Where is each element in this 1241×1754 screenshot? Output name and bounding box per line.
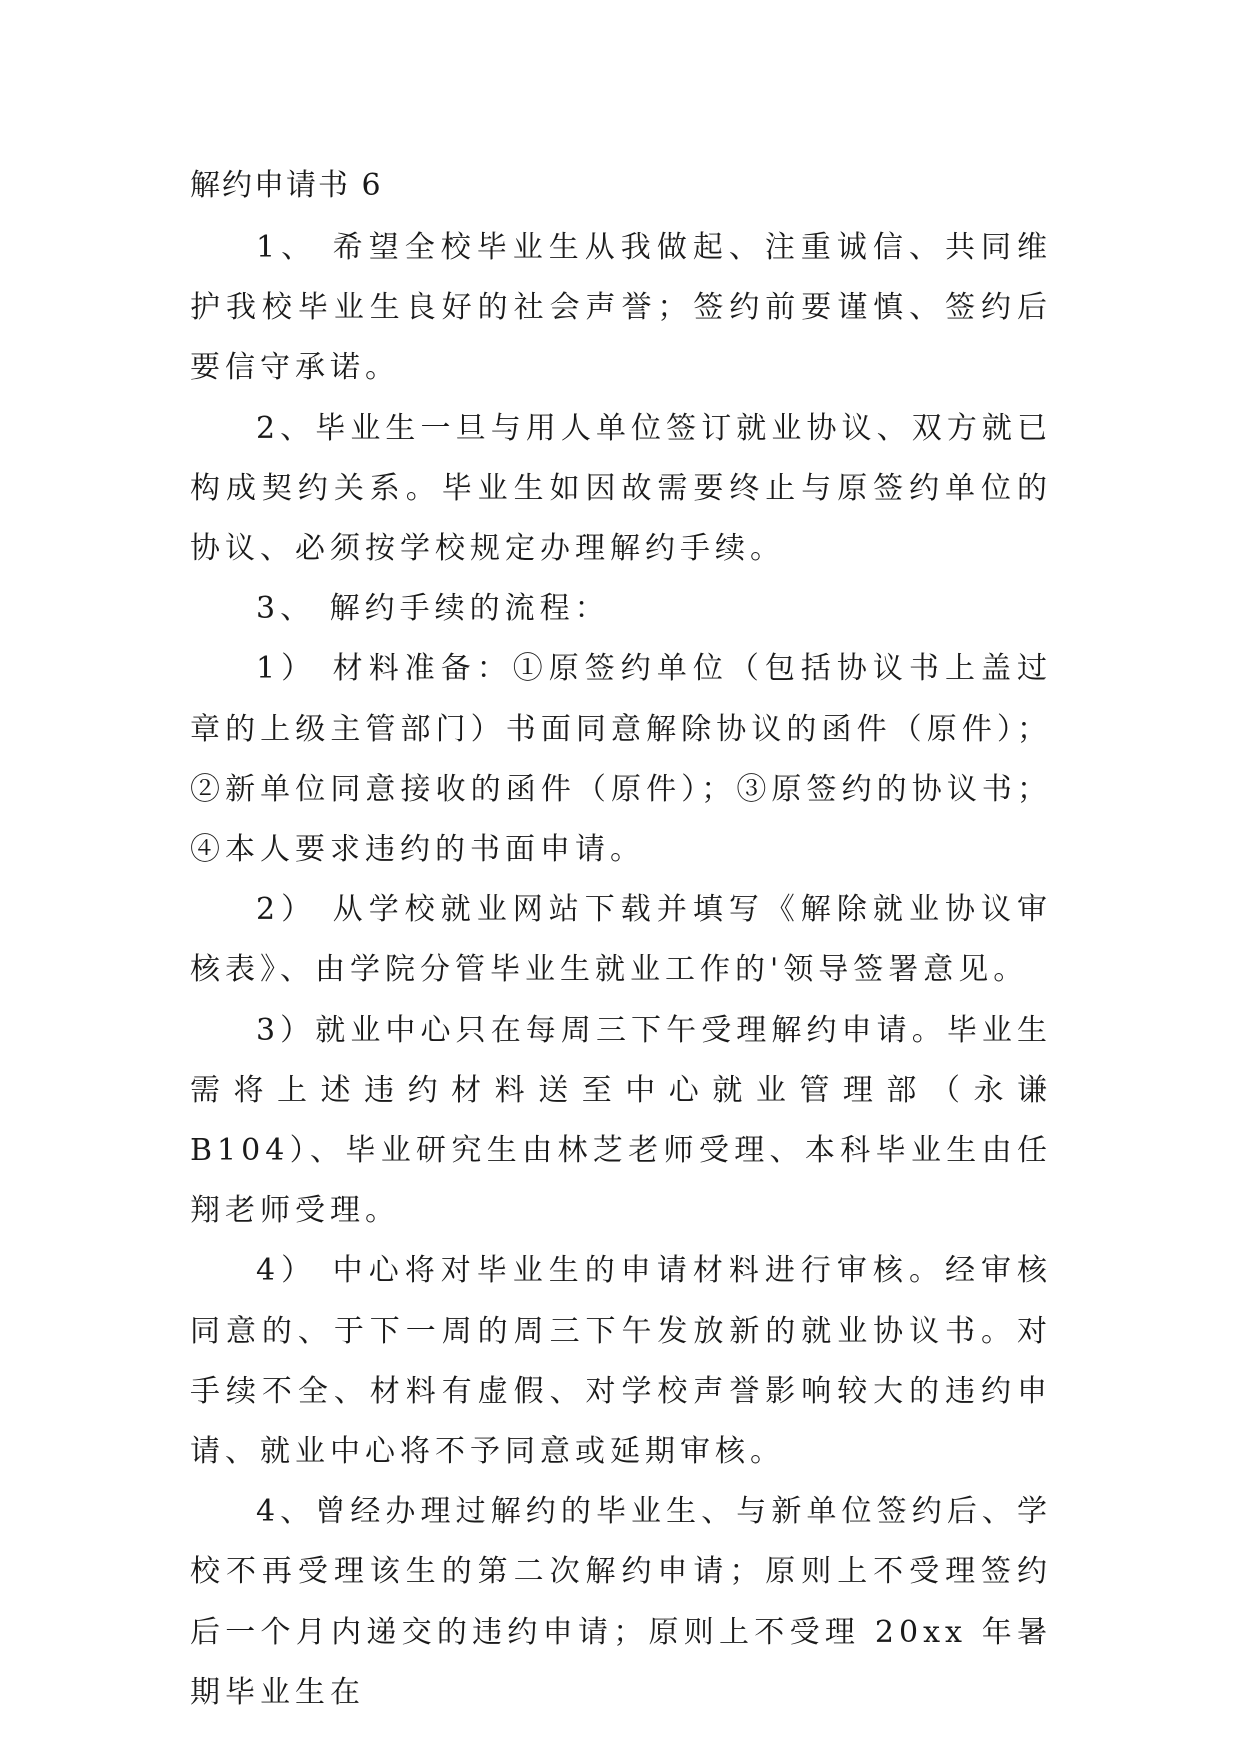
paragraph-contract-relation: 2、毕业生一旦与用人单位签订就业协议、双方就已构成契约关系。毕业生如因故需要终止与原签约单位的协议、必须按学校规定办理解约手续。 — [190, 410, 1052, 567]
paragraph-review: 4） 中心将对毕业生的申请材料进行审核。经审核同意的、于下一周的周三下午发放新的就业协议书。对手续不全、材料有虚假、对学校声誉影响较大的违约申请、就业中心将不予同意或延期审核。 — [190, 1253, 1052, 1470]
document-body — [190, 218, 1052, 1723]
document-title: 解约申请书 6 — [190, 168, 383, 203]
paragraph-restrictions: 4、曾经办理过解约的毕业生、与新单位签约后、学校不再受理该生的第二次解约申请；原则上不受理签约后一个月内递交的违约申请；原则上不受理 20xx 年暑期毕业生在 — [190, 1494, 1052, 1710]
paragraph-materials: 1） 材料准备：①原签约单位（包括协议书上盖过章的上级主管部门）书面同意解除协议的函件（原件）；②新单位同意接收的函件（原件）；③原签约的协议书；④本人要求违约的书面申请。 — [190, 651, 1052, 868]
paragraph-download-form: 2） 从学校就业网站下载并填写《解除就业协议审核表》、由学院分管毕业生就业工作的'领导签署意见。 — [190, 892, 1052, 988]
paragraph-commitment: 1、 希望全校毕业生从我做起、注重诚信、共同维护我校毕业生良好的社会声誉；签约前要谨慎、签约后要信守承诺。 — [190, 230, 1052, 386]
paragraph-acceptance-time: 3）就业中心只在每周三下午受理解约申请。毕业生需将上述违约材料送至中心就业管理部（永谦 B104）、毕业研究生由林芝老师受理、本科毕业生由任翔老师受理。 — [190, 1012, 1052, 1229]
paragraph-procedure-heading: 3、 解约手续的流程： — [256, 591, 610, 627]
